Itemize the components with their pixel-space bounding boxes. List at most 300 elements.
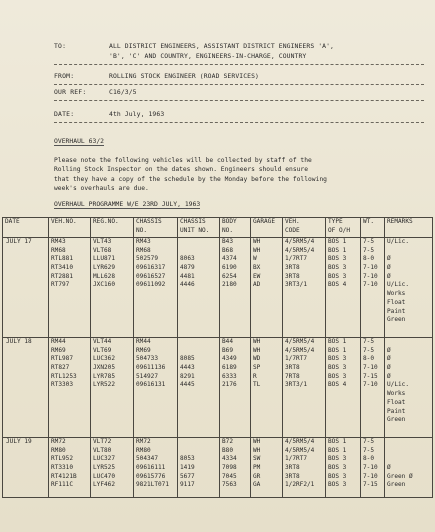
cell-line: 8-0 [363,355,375,363]
cell-line [51,290,88,299]
cell-line [253,316,280,325]
cell-line: JXC160 [93,281,116,289]
cell-line: RM72 [51,438,66,445]
paragraph-line: that they have a copy of the schedule by the Monday before the following [54,175,327,183]
cell-line: 09616131 [136,381,166,389]
cell-line: 4879 [180,264,195,272]
cell-line: BOS 4 [328,281,347,289]
cell-line: Green [387,316,406,324]
cell-line [285,399,323,408]
table-cell [326,238,361,338]
cell-line [363,390,382,399]
cell-line [180,390,217,399]
cell-line [180,408,217,417]
cell-line: RM68 [51,246,66,254]
divider [54,100,424,101]
table-cell [283,338,326,438]
cell-line [285,408,323,417]
date-label: DATE: [54,110,75,118]
cell-line: LYF462 [93,481,116,489]
cell-line [285,299,323,308]
table-cell [220,238,251,338]
cell-line [136,290,175,299]
cell-line: BOS 3 [328,472,347,480]
cell-line: JXN205 [93,364,116,372]
cell-line: EW [253,272,261,280]
cell-line: BOS 3 [328,364,347,372]
cell-line [285,308,323,317]
cell-line [363,399,382,408]
cell-line: Green Ø [387,472,413,480]
cell-line: RM69 [51,346,66,354]
cell-line: RM44 [136,338,151,345]
cell-line: 1/7RT7 [285,455,308,463]
cell-line: 3RT3/1 [285,281,308,289]
cell-line: Paint [387,407,406,415]
cell-line: 3RT8 [285,464,300,472]
cell-line [328,390,358,399]
subject-heading: OVERHAUL 63/2 [54,137,105,145]
cell-line: 6189 [222,364,237,372]
cell-line: LYR525 [93,464,116,472]
cell-line: U/Lic. [387,238,410,245]
column-header [251,218,283,238]
to-line-2: 'B', 'C' AND COUNTRY, ENGINEERS-IN-CHARGE, COUNTRY [109,52,307,60]
cell-line: Works [387,390,406,398]
cell-line: 7-10 [363,264,378,272]
cell-line [253,408,280,417]
column-header-label: NO. [222,226,234,234]
cell-line [222,390,248,399]
cell-line: 4374 [222,255,237,263]
table-cell [220,438,251,498]
cell-line: 3RT8 [285,472,300,480]
cell-line: RM80 [51,446,66,454]
cell-line: 8291 [180,372,195,380]
cell-line: BOS 3 [328,481,347,489]
cell-line: LLU871 [93,255,116,263]
cell-line: 514927 [136,372,159,380]
date-label: JULY 17 [6,238,32,245]
table-cell [385,338,433,438]
cell-line: RT797 [51,281,70,289]
cell-line: 4445 [180,381,195,389]
cell-line: Green [387,481,406,489]
cell-line [51,308,88,317]
cell-line: 1/7RT7 [285,255,308,263]
paragraph-line: Please note the following vehicles will be collected by staff of the [54,157,312,164]
column-header [3,218,49,238]
table-cell [134,438,178,498]
cell-line: 09611092 [136,281,166,289]
cell-line: BOS 1 [328,338,347,345]
cell-line: 4/5RM5/4 [285,338,315,345]
table-cell [178,438,220,498]
cell-line: 504347 [136,455,159,463]
cell-line [51,390,88,399]
cell-line: 2180 [222,281,237,289]
cell-line [253,390,280,399]
cell-line: RT2881 [51,272,74,280]
cell-line: RM43 [51,238,66,245]
cell-line [93,399,131,408]
cell-line: BOS 3 [328,372,347,380]
cell-line: 4443 [180,364,195,372]
cell-line: Ø [387,364,391,372]
cell-line [51,316,88,325]
column-header-label: TYPE [328,218,343,225]
cell-line [93,416,131,425]
cell-line: BOS 3 [328,464,347,472]
table-cell [251,238,283,338]
cell-line [363,299,382,308]
date-label: JULY 18 [6,338,32,345]
cell-line [328,408,358,417]
cell-line [222,408,248,417]
cell-line: 7-5 [363,246,375,254]
table-cell [385,438,433,498]
cell-line: 4/5RM5/4 [285,238,315,245]
cell-line: 7045 [222,472,237,480]
cell-line: BOS 3 [328,255,347,263]
column-header-label: CHASSIS [136,218,162,225]
cell-line [253,290,280,299]
cell-line: B72 [222,438,234,445]
table-cell [220,338,251,438]
cell-line: 3RT8 [285,272,300,280]
cell-line: Ø [387,346,391,354]
cell-line: B80 [222,446,234,454]
ref-value: C16/3/5 [109,88,137,96]
to-label: TO: [54,42,67,50]
cell-line: MLL628 [93,272,116,280]
cell-line: WH [253,438,261,445]
cell-line [93,316,131,325]
cell-line: SP [253,364,261,372]
cell-line: U/Lic. [387,381,410,389]
cell-line: WH [253,246,261,254]
cell-line [363,316,382,325]
cell-line: 4481 [180,272,195,280]
cell-line: 7563 [222,481,237,489]
cell-line [136,308,175,317]
table-cell [283,238,326,338]
cell-line [180,338,217,347]
cell-line: 4/5RM5/4 [285,446,315,454]
cell-line: 09615776 [136,472,166,480]
cell-line: 2176 [222,381,237,389]
cell-line: GA [253,481,261,489]
cell-line: 7RT8 [285,372,300,380]
cell-line: Ø [387,264,391,272]
cell-line: B68 [222,246,234,254]
cell-line: 8085 [180,355,195,363]
paragraph-line: Rolling Stock Inspector on the dates shown. Engineers should ensure [54,166,309,174]
cell-line: 7-5 [363,338,375,345]
cell-line: 7-15 [363,372,378,380]
cell-line: WH [253,338,261,345]
cell-line [253,416,280,425]
column-header [49,218,91,238]
table-row [3,338,433,438]
cell-line: B44 [222,338,234,345]
cell-line: 8063 [180,255,195,263]
cell-line: Paint [387,307,406,315]
cell-line [387,438,430,447]
cell-line: VLT69 [93,346,112,354]
divider [54,122,424,123]
column-header [220,218,251,238]
cell-line: BOS 3 [328,355,347,363]
cell-line: BOS 3 [328,264,347,272]
cell-line: BOS 1 [328,438,347,445]
cell-line: RTL987 [51,355,74,363]
cell-line: LYR785 [93,372,116,380]
table-cell [326,438,361,498]
to-line-1: ALL DISTRICT ENGINEERS, ASSISTANT DISTRICT ENGINEERS 'A', [109,42,335,50]
cell-line: RT3410 [51,264,74,272]
cell-line [387,338,430,347]
cell-line: Ø [387,464,391,472]
cell-line: Ø [387,255,391,263]
cell-line [180,299,217,308]
cell-line: B69 [222,346,234,354]
cell-line: 3RT8 [285,264,300,272]
cell-line: AD [253,281,261,289]
divider [54,84,424,85]
from-label: FROM: [54,72,75,80]
cell-line: RF111C [51,481,74,489]
cell-line: 4446 [180,281,195,289]
ref-label: OUR REF: [54,88,87,96]
cell-line [222,290,248,299]
cell-line [93,299,131,308]
cell-line: 1/2RF2/1 [285,481,315,489]
cell-line: Ø [387,272,391,280]
programme-title: OVERHAUL PROGRAMME W/E 23RD JULY, 1963 [54,200,201,208]
divider [54,64,424,65]
cell-line [285,316,323,325]
cell-line: 3RT8 [285,364,300,372]
column-header-label: VEH.NO. [51,218,77,225]
cell-line: 4/5RM5/4 [285,346,315,354]
column-header-label: REMARKS [387,218,413,225]
column-header-label: WT. [363,218,375,225]
cell-line: 504733 [136,355,159,363]
cell-line: LYR522 [93,381,116,389]
column-header-label: GARAGE [253,218,276,225]
cell-line [51,399,88,408]
date-cell [3,338,49,438]
cell-line [328,399,358,408]
cell-line: RTL952 [51,455,74,463]
cell-line: BOS 1 [328,346,347,354]
cell-line: 4334 [222,455,237,463]
cell-line: W [253,255,257,263]
cell-line: Ø [387,355,391,363]
date-value: 4th July, 1963 [109,110,165,118]
cell-line: VLT43 [93,238,112,245]
cell-line: 1/7RT7 [285,355,308,363]
cell-line [328,299,358,308]
cell-line [285,290,323,299]
column-header-label: DATE [5,218,20,225]
cell-line [328,308,358,317]
cell-line: RM72 [136,438,151,445]
cell-line [180,347,217,356]
cell-line: RM80 [136,446,151,454]
cell-line: 9117 [180,481,195,489]
column-header-label: VEH. [285,218,300,225]
cell-line: BOS 1 [328,446,347,454]
table-cell [326,338,361,438]
cell-line: RT827 [51,364,70,372]
cell-line: RT3310 [51,464,74,472]
cell-line [136,390,175,399]
table-cell [91,338,134,438]
cell-line [180,238,217,247]
cell-line: BX [253,264,261,272]
column-header [283,218,326,238]
cell-line: BOS 1 [328,238,347,245]
cell-line: 1419 [180,464,195,472]
cell-line: 4/5RM5/4 [285,438,315,445]
table-cell [251,338,283,438]
cell-line [363,308,382,317]
cell-line: 7-5 [363,446,375,454]
cell-line [93,290,131,299]
cell-line: 7-15 [363,481,378,489]
cell-line: RT3303 [51,381,74,389]
column-header-label: UNIT NO. [180,226,210,234]
cell-line [222,308,248,317]
cell-line: 7098 [222,464,237,472]
column-header [361,218,385,238]
cell-line: 5677 [180,472,195,480]
cell-line [222,416,248,425]
cell-line: PM [253,464,261,472]
cell-line [136,299,175,308]
date-cell [3,238,49,338]
table-row [3,238,433,338]
date-cell [3,438,49,498]
cell-line: TL [253,381,261,389]
date-label: JULY 19 [6,438,32,445]
cell-line: LUC327 [93,455,116,463]
cell-line: 8053 [180,455,195,463]
cell-line: BOS 3 [328,272,347,280]
cell-line [51,299,88,308]
cell-line [253,299,280,308]
cell-line: VLT44 [93,338,112,345]
cell-line: 7-10 [363,472,378,480]
cell-line [51,416,88,425]
cell-line: 4349 [222,355,237,363]
cell-line: RM44 [51,338,66,345]
cell-line: B43 [222,238,234,245]
cell-line [180,447,217,456]
cell-line: U/Lic. [387,281,410,289]
cell-line: RM68 [136,246,151,254]
cell-line: 7-10 [363,281,378,289]
cell-line: LUC362 [93,355,116,363]
cell-line: 7-10 [363,464,378,472]
cell-line: BOS 1 [328,246,347,254]
table-cell [91,438,134,498]
from-value: ROLLING STOCK ENGINEER (ROAD SERVICES) [109,72,260,80]
cell-line: BOS 3 [328,455,347,463]
cell-line: 7-5 [363,438,375,445]
cell-line [363,416,382,425]
cell-line: 7-10 [363,381,378,389]
cell-line: 7-5 [363,346,375,354]
table-cell [178,338,220,438]
cell-line [180,416,217,425]
table-cell [49,238,91,338]
cell-line [222,299,248,308]
cell-line [180,247,217,256]
column-header [91,218,134,238]
cell-line: RTL1253 [51,372,77,380]
cell-line [285,416,323,425]
cell-line: LYR629 [93,264,116,272]
cell-line [180,316,217,325]
cell-line [387,455,430,464]
table-cell [134,338,178,438]
cell-line: 7-10 [363,272,378,280]
cell-line [180,399,217,408]
cell-line: SW [253,455,261,463]
cell-line: 09616317 [136,264,166,272]
table-cell [91,238,134,338]
table-cell [49,438,91,498]
cell-line: RM43 [136,238,151,245]
cell-line: 6333 [222,372,237,380]
cell-line [363,408,382,417]
table-cell [283,438,326,498]
column-header-label: BODY [222,218,237,225]
cell-line: BOS 4 [328,381,347,389]
column-header-label: CHASSIS [180,218,206,225]
body-paragraph [54,156,434,194]
cell-line [180,290,217,299]
cell-line [136,399,175,408]
table-cell [49,338,91,438]
cell-line: VLT72 [93,438,112,445]
cell-line: 7-10 [363,364,378,372]
cell-line: WH [253,238,261,245]
cell-line: Works [387,290,406,298]
cell-line: 502579 [136,255,159,263]
cell-line [328,290,358,299]
cell-line [136,416,175,425]
paragraph-line: week's overhauls are due. [54,185,149,193]
cell-line [51,408,88,417]
column-header-label: NO. [136,226,148,234]
cell-line [222,399,248,408]
cell-line: 09616527 [136,272,166,280]
cell-line: RT4121B [51,472,77,480]
cell-line [180,438,217,447]
cell-line: WD [253,355,261,363]
table-cell [134,238,178,338]
cell-line: 6190 [222,264,237,272]
column-header-label: OF O/H [328,226,351,234]
cell-line [222,316,248,325]
cell-line [136,408,175,417]
table-cell [385,238,433,338]
cell-line: 8-0 [363,455,375,463]
